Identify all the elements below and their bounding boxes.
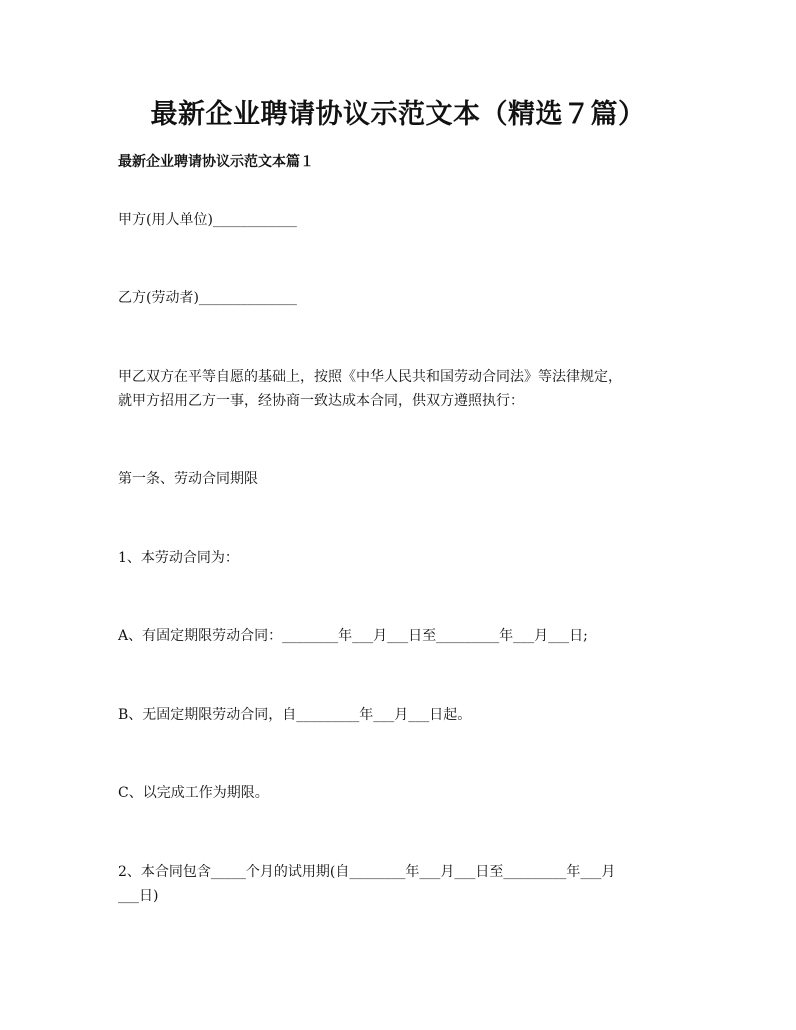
section-title: 最新企业聘请协议示范文本篇１: [118, 154, 314, 170]
clause-1: 1、本劳动合同为：: [118, 550, 239, 566]
party-a-line: 甲方(用人单位)____________: [118, 212, 297, 228]
clause-2-line-2: ___日): [118, 888, 159, 904]
party-b-line: 乙方(劳动者)______________: [118, 290, 297, 306]
preamble-line-2: 就甲方招用乙方一事，经协商一致达成本合同，供双方遵照执行：: [118, 393, 524, 409]
clause-b: B、无固定期限劳动合同，自_________年___月___日起。: [118, 707, 472, 723]
preamble-line-1: 甲乙双方在平等自愿的基础上，按照《中华人民共和国劳动合同法》等法律规定，: [118, 369, 622, 385]
article-1-heading: 第一条、劳动合同期限: [118, 471, 258, 487]
clause-c: C、以完成工作为期限。: [118, 785, 269, 801]
document-title: 最新企业聘请协议示范文本（精选７篇）: [150, 99, 646, 130]
clause-2-line-1: 2、本合同包含_____个月的试用期(自________年___月___日至_________年___月: [118, 864, 616, 880]
clause-a: A、有固定期限劳动合同：________年___月___日至_________年___月___日;: [118, 628, 588, 644]
